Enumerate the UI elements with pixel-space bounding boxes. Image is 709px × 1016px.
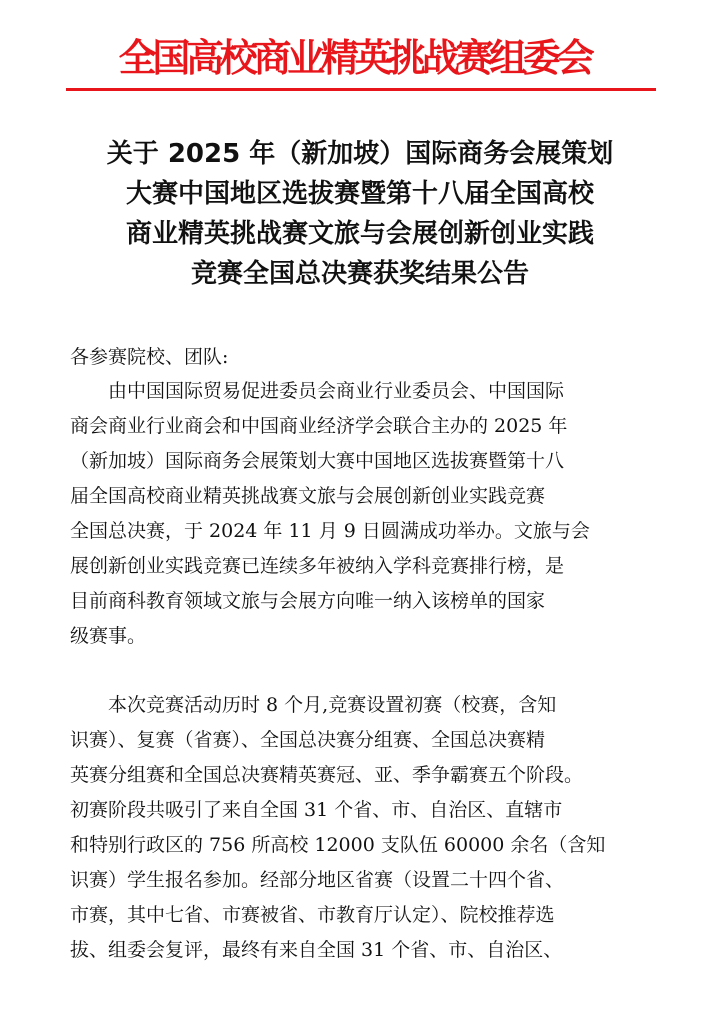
paragraph-line: 拔、组委会复评，最终有来自全国 31 个省、市、自治区、 [70,939,563,961]
paragraph-line: 英赛分组赛和全国总决赛精英赛冠、亚、季争霸赛五个阶段。 [70,764,584,786]
paragraph-line: 本次竞赛活动历时 8 个月,竞赛设置初赛（校赛，含知 [70,694,557,716]
title-line: 商业精英挑战赛文旅与会展创新创业实践 [125,219,594,249]
paragraph-line: 识赛）学生报名参加。经部分地区省赛（设置二十四个省、 [70,869,565,891]
document-title [60,134,660,294]
paragraph-line: 识赛）、复赛（省赛）、全国总决赛分组赛、全国总决赛精 [70,729,546,751]
paragraph-line: 展创新创业实践竞赛已连续多年被纳入学科竞赛排行榜，是 [70,555,565,577]
title-line: 大赛中国地区选拔赛暨第十八届全国高校 [125,179,594,209]
paragraph-line: 市赛，其中七省、市赛被省、市教育厅认定）、院校推荐选 [70,904,555,926]
paragraph-line: 级赛事。 [70,625,147,647]
title-line: 关于 2025 年（新加坡）国际商务会展策划 [106,139,614,169]
paragraph-line: 全国总决赛，于 2024 年 11 月 9 日圆满成功举办。文旅与会 [70,520,590,542]
title-line: 竞赛全国总决赛获奖结果公告 [190,259,529,289]
body-paragraph-2 [70,688,650,968]
paragraph-line: 目前商科教育领域文旅与会展方向唯一纳入该榜单的国家 [70,590,546,612]
paragraph-line: 由中国国际贸易促进委员会商业行业委员会、中国国际 [70,380,565,402]
paragraph-line: 初赛阶段共吸引了来自全国 31 个省、市、自治区、直辖市 [70,799,563,821]
paragraph-line: 商会商业行业商会和中国商业经济学会联合主办的 2025 年 [70,415,568,437]
paragraph-line: （新加坡）国际商务会展策划大赛中国地区选拔赛暨第十八 [70,450,565,472]
paragraph-line: 届全国高校商业精英挑战赛文旅与会展创新创业实践竞赛 [70,485,546,507]
paragraph-line: 和特别行政区的 756 所高校 12000 支队伍 60000 余名（含知 [70,834,606,856]
salutation: 各参赛院校、团队: [70,346,229,368]
header-divider-line [66,88,656,91]
organization-header: 全国高校商业精英挑战赛组委会 [118,36,591,80]
body-paragraph-1 [70,374,650,654]
